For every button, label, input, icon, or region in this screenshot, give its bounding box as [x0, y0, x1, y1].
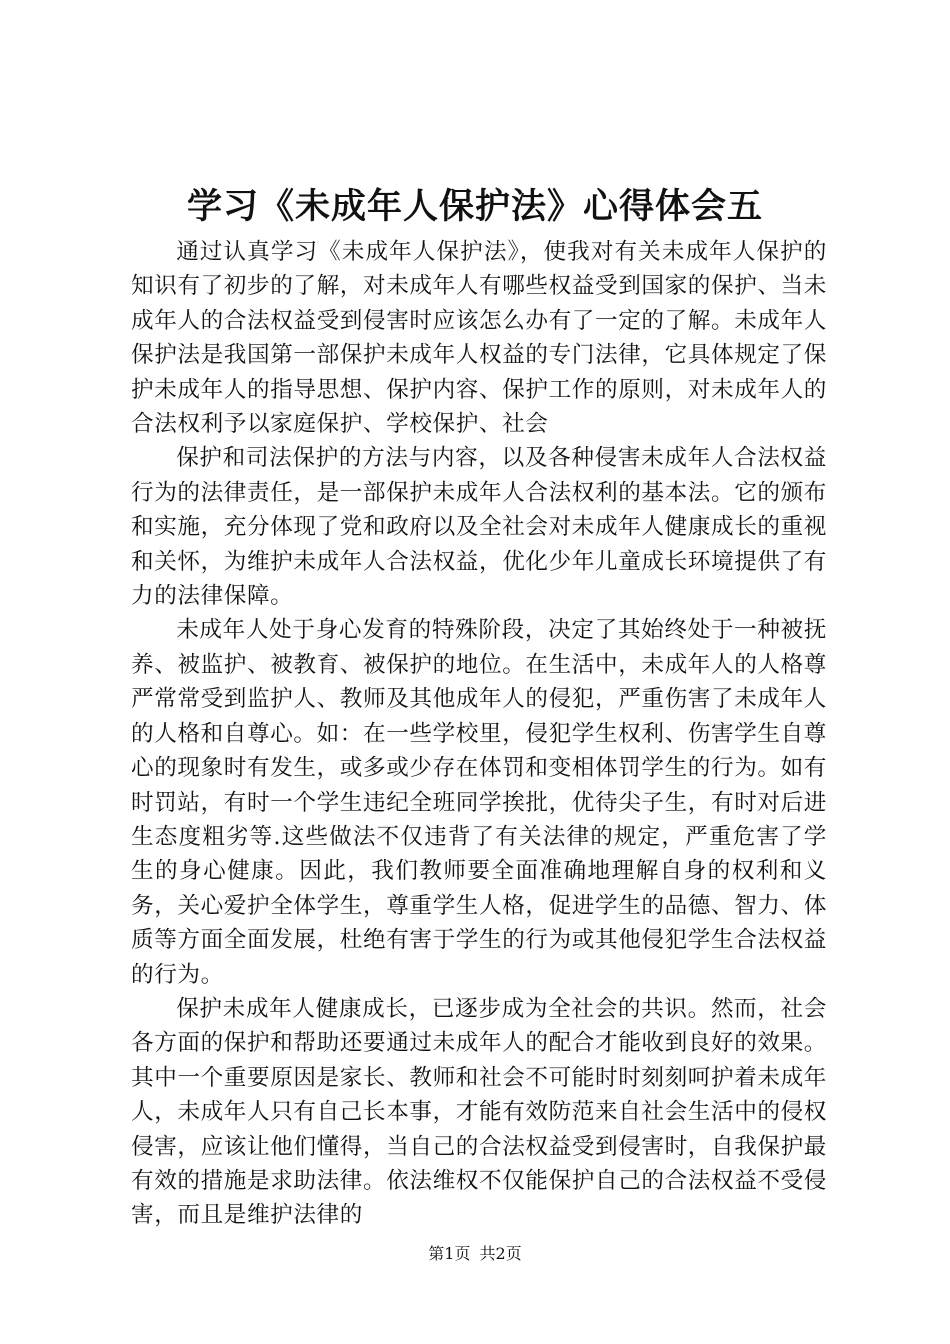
paragraph-3: 未成年人处于身心发育的特殊阶段，决定了其始终处于一种被抚养、被监护、被教育、被保护的地位。在生活中，未成年人的人格尊严常常受到监护人、教师及其他成年人的侵犯，严重伤害了未成年人的人格和自尊心。如：在一些学校里，侵犯学生权利、伤害学生自尊心的现象时有发生，或多或少存在体罚和变相体罚学生的行为。如有时罚站，有时一个学生违纪全班同学挨批，优待尖子生，有时对后进生态度粗劣等.这些做法不仅违背了有关法律的规定，严重危害了学生的身心健康。因此，我们教师要全面准确地理解自身的权利和义务，关心爱护全体学生，尊重学生人格，促进学生的品德、智力、体质等方面全面发展，杜绝有害于学生的行为或其他侵犯学生合法权益的行为。 [131, 617, 827, 988]
page-number: 第1页 [428, 1244, 471, 1263]
paragraph-2: 保护和司法保护的方法与内容，以及各种侵害未成年人合法权益行为的法律责任，是一部保护未成年人合法权利的基本法。它的颁布和实施，充分体现了党和政府以及全社会对未成年人健康成长的重视和关怀，为维护未成年人合法权益，优化少年儿童成长环境提供了有力的法律保障。 [131, 445, 827, 610]
document-title: 学习《未成年人保护法》心得体会五 [186, 186, 763, 227]
document-body [131, 235, 827, 1233]
paragraph-1: 通过认真学习《未成年人保护法》，使我对有关未成年人保护的知识有了初步的了解，对未成年人有哪些权益受到国家的保护、当未成年人的合法权益受到侵害时应该怎么办有了一定的了解。未成年人保护法是我国第一部保护未成年人权益的专门法律，它具体规定了保护未成年人的指导思想、保护内容、保护工作的原则，对未成年人的合法权利予以家庭保护、学校保护、社会 [131, 239, 827, 438]
page-total: 共2页 [479, 1244, 522, 1263]
page-footer [0, 1242, 950, 1266]
paragraph-4: 保护未成年人健康成长，已逐步成为全社会的共识。然而，社会各方面的保护和帮助还要通过未成年人的配合才能收到良好的效果。其中一个重要原因是家长、教师和社会不可能时时刻刻呵护着未成年人，未成年人只有自己长本事，才能有效防范来自社会生活中的侵权侵害，应该让他们懂得，当自己的合法权益受到侵害时，自我保护最有效的措施是求助法律。依法维权不仅能保护自己的合法权益不受侵害，而且是维护法律的 [131, 995, 827, 1229]
